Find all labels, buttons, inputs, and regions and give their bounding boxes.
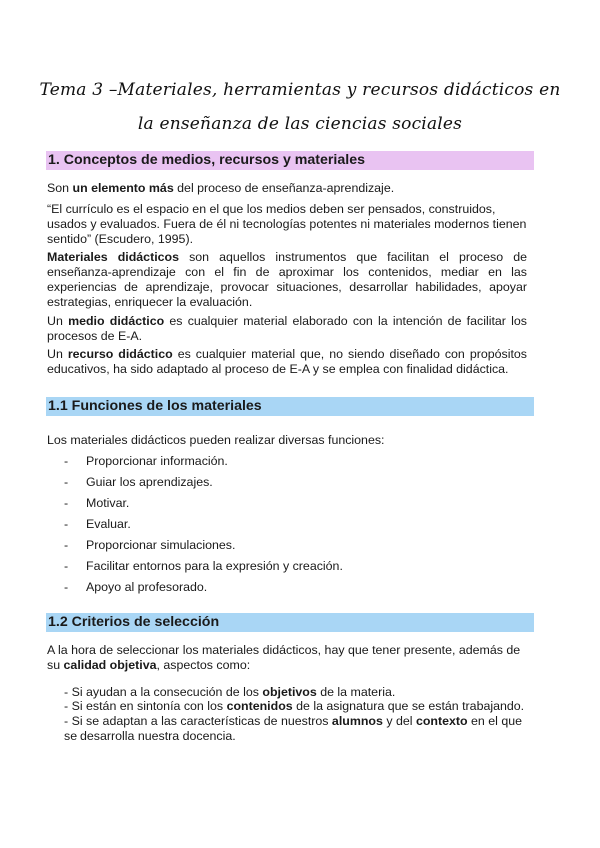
bold-text: contexto [415,714,468,728]
text: en el que se [64,714,523,743]
bold-text: Materiales didácticos [47,250,179,264]
text: es cualquier material que, no siendo diseñado con propósitos educativos, ha sido adaptado al proceso de E-A y se emplea con finalidad didáctica. [47,347,527,376]
list-item-text: Motivar. [86,496,130,510]
list-bullet: - [64,517,69,531]
list-item [64,517,131,532]
bold-text: recurso didáctico [67,347,173,361]
text: son aquellos instrumentos que facilitan el proceso de enseñanza-aprendizaje con el fin de aproximar los contenidos, mediar en las experiencias de aprendizaje, provocar situaciones, desarrollar habilidades, apoyar estrategias, enriquecer la evaluación. [47,250,527,309]
criteria-item-contenidos [64,699,534,714]
bold-text: calidad objetiva [63,658,157,672]
paragraph-medio-didactico [47,314,527,344]
text: - Si se adaptan a las características de nuestros [64,714,332,728]
section-heading-criterios: 1.2 Criterios de selección [46,613,534,632]
text: de la asignatura que se están trabajando. [292,699,525,713]
text: - Si están en sintonía con los [64,699,227,713]
bold-text: medio didáctico [68,314,165,328]
list-item-text: Proporcionar simulaciones. [86,538,236,552]
list-item-text: Proporcionar información. [86,454,228,468]
list-item [64,454,228,469]
paragraph-materiales-didacticos [47,250,527,310]
list-item [64,538,235,553]
list-item-text: Evaluar. [86,517,131,531]
section-heading-funciones: 1.1 Funciones de los materiales [46,397,534,416]
paragraph-criterios-intro [47,643,527,673]
text: es cualquier material elaborado con la intención de facilitar los procesos de E-A. [47,314,527,343]
list-bullet: - [64,538,69,552]
text: - Si ayudan a la consecución de los [64,685,263,699]
bold-text: un elemento más [72,181,174,195]
text: , aspectos como: [156,658,251,672]
list-item [64,559,343,574]
text: de la materia. [316,685,396,699]
text: Un [47,347,68,361]
paragraph-funciones-intro: Los materiales didácticos pueden realizar diversas funciones: [47,433,385,447]
document-title-line-1: Tema 3 –Materiales, herramientas y recursos didácticos en [39,80,561,100]
text: Son [47,181,73,195]
list-item-text: Guiar los aprendizajes. [86,475,213,489]
list-item-text: Facilitar entornos para la expresión y creación. [86,559,343,573]
text: Un [47,314,69,328]
list-bullet: - [64,580,69,594]
criteria-item-objetivos [64,685,534,700]
text: A la hora de seleccionar los materiales didácticos, hay que tener presente, además de su [47,643,521,672]
criteria-item-continuation: desarrolla nuestra docencia. [80,729,236,743]
text: del proceso de enseñanza-aprendizaje. [173,181,395,195]
section-heading-conceptos: 1. Conceptos de medios, recursos y materiales [46,151,534,170]
list-item [64,496,129,511]
bold-text: contenidos [226,699,293,713]
list-item [64,475,213,490]
list-item-text: Apoyo al profesorado. [86,580,208,594]
list-bullet: - [64,559,69,573]
list-bullet: - [64,454,69,468]
paragraph-recurso-didactico [47,347,527,377]
bold-text: alumnos [331,714,383,728]
paragraph-quote-escudero: “El currículo es el espacio en el que los medios deben ser pensados, construidos, usados y evaluados. Fuera de él ni tecnologías potentes ni materiales modernos tienen sentido” (Escudero, 1995). [47,202,527,246]
document-title-line-2: la enseñanza de las ciencias sociales [137,114,463,134]
list-item [64,580,207,595]
bold-text: objetivos [262,685,317,699]
paragraph-elemento [47,181,527,196]
list-bullet: - [64,475,69,489]
list-bullet: - [64,496,69,510]
text: y del [382,714,416,728]
